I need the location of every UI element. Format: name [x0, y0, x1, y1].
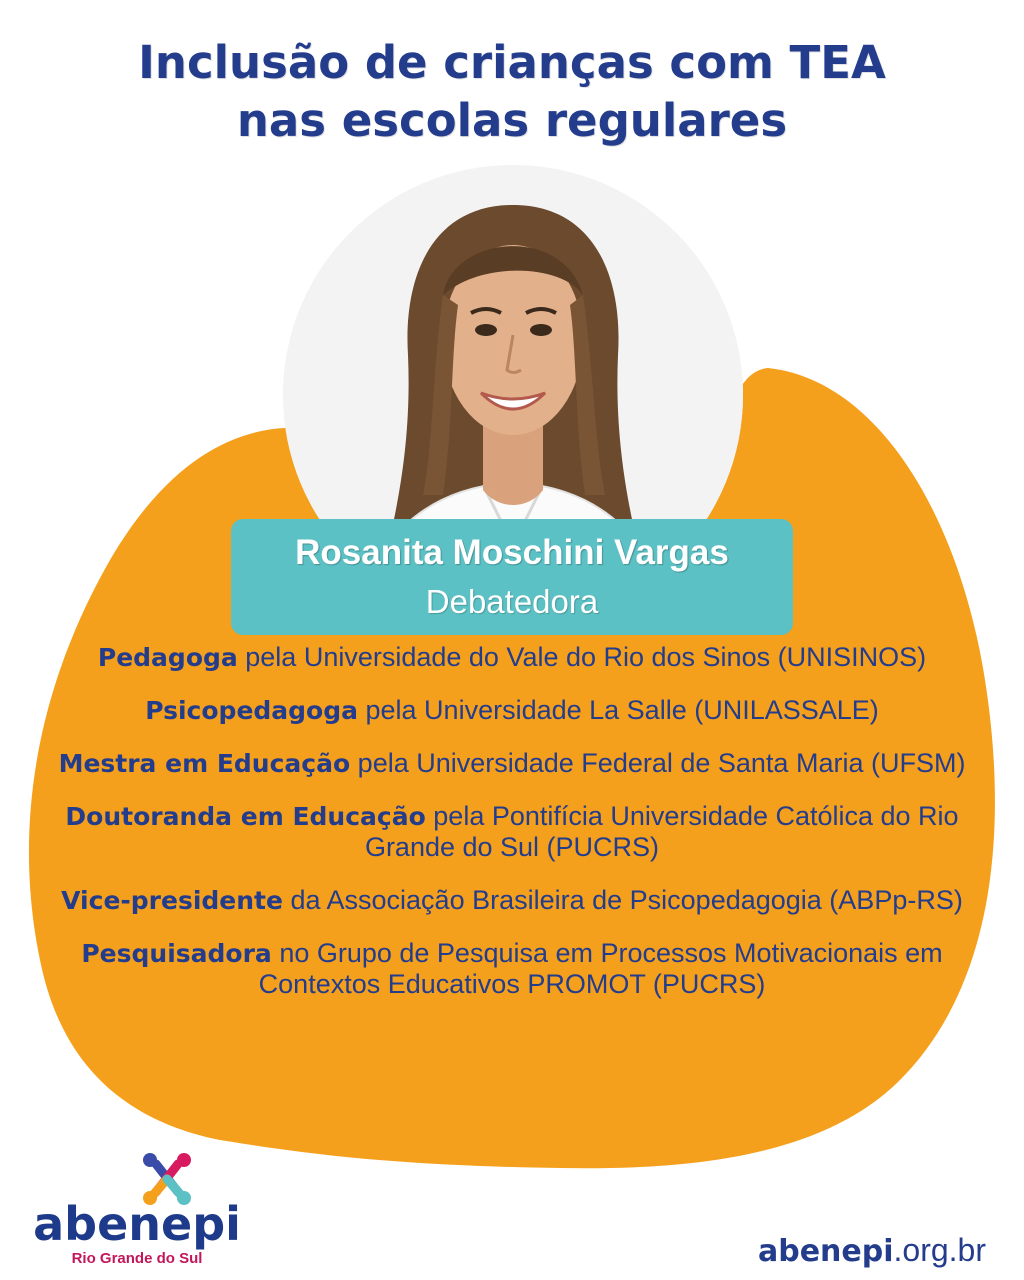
website-domain: .org.br: [893, 1232, 986, 1268]
bio-title: Vice-presidente: [61, 886, 283, 915]
speaker-role: Debatedora: [425, 583, 599, 620]
title-line-1: Inclusão de crianças com TEA: [138, 36, 886, 89]
bio-title: Mestra em Educação: [58, 749, 351, 778]
speaker-bio: [30, 642, 994, 1022]
logo-wordmark: abenepi: [33, 1197, 241, 1251]
bio-item: [30, 748, 994, 779]
speaker-name-box: [231, 519, 793, 635]
abenepi-logo: [12, 1148, 262, 1268]
bio-item: [30, 642, 994, 673]
bio-detail: no Grupo de Pesquisa em Processos Motivacionais em Contextos Educativos PROMOT (PUCRS): [258, 938, 943, 999]
bio-title: Psicopedagoga: [145, 696, 358, 725]
bio-item: [30, 695, 994, 726]
logo-subtitle: Rio Grande do Sul: [71, 1250, 203, 1267]
bio-title: Doutoranda em Educação: [65, 802, 426, 831]
title-line-2: nas escolas regulares: [236, 94, 788, 147]
bio-item: [30, 938, 994, 1000]
bio-title: Pesquisadora: [81, 939, 272, 968]
bio-detail: pela Pontifícia Universidade Católica do Rio Grande do Sul (PUCRS): [364, 801, 959, 862]
bio-title: Pedagoga: [97, 643, 238, 672]
website-name: abenepi: [757, 1234, 894, 1269]
website-link[interactable]: [758, 1232, 986, 1270]
speaker-name: Rosanita Moschini Vargas: [295, 533, 729, 572]
bio-detail: pela Universidade La Salle (UNILASSALE): [358, 695, 879, 725]
bio-detail: pela Universidade do Vale do Rio dos Sinos (UNISINOS): [237, 642, 927, 672]
bio-item: [30, 885, 994, 916]
bio-item: [30, 801, 994, 863]
bio-detail: pela Universidade Federal de Santa Maria (UFSM): [350, 748, 966, 778]
bio-detail: da Associação Brasileira de Psicopedagogia (ABPp-RS): [282, 885, 963, 915]
